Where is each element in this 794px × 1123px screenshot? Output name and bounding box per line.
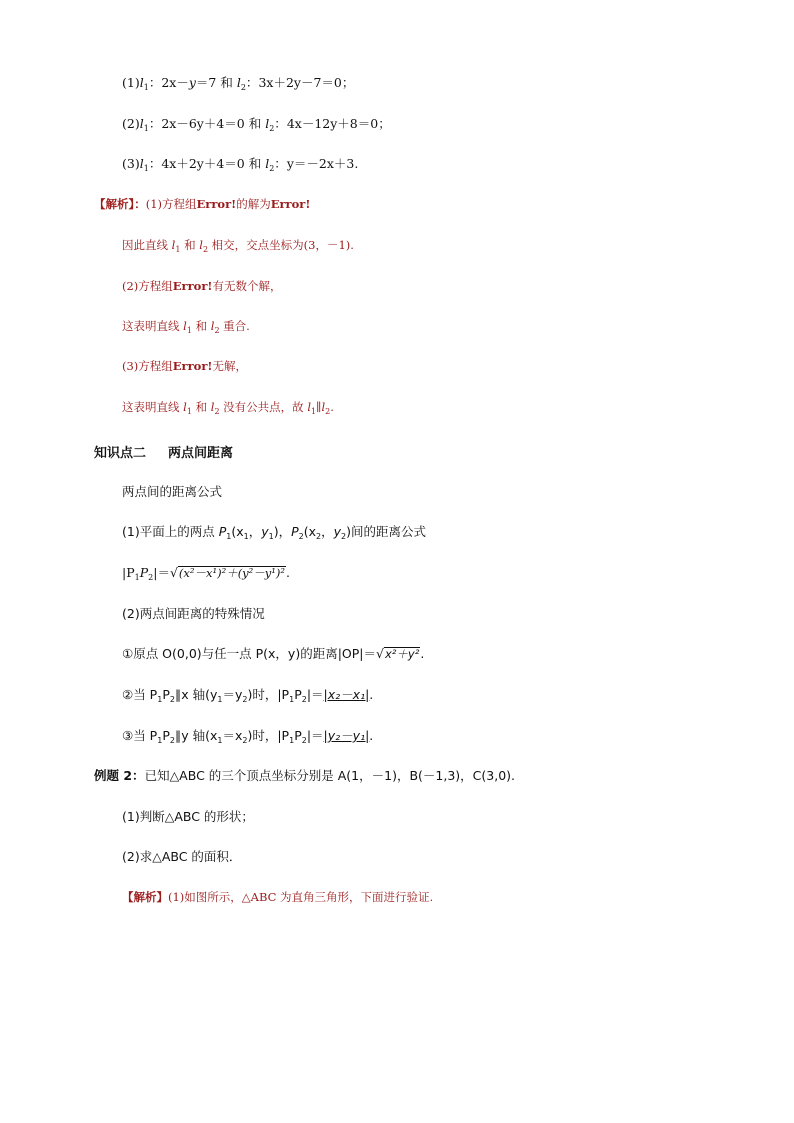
solution-line-2b: 这表明直线 $l_1$ 和 $l_2$ 重合. xyxy=(122,319,250,335)
knowledge-line-6: ②当 $P_1P_2\parallel x$ 轴$(y_1=y_2)$时，$|P_1P_2|=|x_2-x_1|$. xyxy=(122,687,374,704)
equation-line-1: $(1)l_1$：2x－y＝7 和 $l_2$：3x＋2y－7＝0； xyxy=(122,75,355,92)
distance-formula: $|P_1P_2|=√(x^2-x^1)^2+(y^2-y^1)^2$. xyxy=(122,565,290,582)
knowledge-line-1: 两点间的距离公式 xyxy=(122,484,223,499)
example-2: 例题 2：已知△ABC 的三个顶点坐标分别是 A(1，－1)，B(－1,3)，C(3,0). xyxy=(94,768,516,783)
equation-line-3: $(3)l_1$：4x＋2y＋4＝0 和 $l_2$：y＝－2x＋3. xyxy=(122,156,359,173)
equation-line-2: $(2)l_1$：2x－6y＋4＝0 和 $l_2$：4x－12y＋8＝0； xyxy=(122,116,391,133)
section-heading: 知识点二 两点间距离 xyxy=(94,446,234,461)
solution-line-2: (2)方程组Error!有无数个解， xyxy=(122,279,282,293)
example-2-question-2: (2)求△ABC 的面积． xyxy=(122,849,242,864)
sqrt-sign: √ xyxy=(376,646,384,661)
solution-line-3b: 这表明直线 $l_1$ 和 $l_2$ 没有公共点，故 $l_1\parallel l_2$. xyxy=(122,400,334,416)
solution-line-3: (3)方程组Error!无解， xyxy=(122,359,247,373)
radicand: (x²－x¹)²＋(y²－y¹)² xyxy=(178,566,285,580)
knowledge-line-7: ③当 $P_1P_2\parallel y$ 轴$(x_1=x_2)$时，$|P_1P_2|=|y_2-y_1|$. xyxy=(122,728,374,745)
knowledge-line-4: (2)两点间距离的特殊情况 xyxy=(122,606,265,621)
sqrt-sign: √ xyxy=(169,565,178,580)
knowledge-line-5: ①原点 O(0,0)与任一点 P(x，y)的距离|OP|＝√x²＋y². xyxy=(122,646,425,661)
example-2-question-1: (1)判断△ABC 的形状； xyxy=(122,809,254,824)
solution-line-1: 【解析】：(1)方程组Error!的解为Error! xyxy=(94,197,311,211)
knowledge-line-2: (1)平面上的两点 $P_1(x_1$，$y_1$)，$P_2(x_2$，$y_2$)间的距离公式 xyxy=(122,524,427,541)
solution-line-1b: 因此直线 $l_1$ 和 $l_2$ 相交，交点坐标为(3，－1). xyxy=(122,238,354,254)
example-2-solution: 【解析】(1)如图所示，△ABC 为直角三角形，下面进行验证. xyxy=(122,890,434,904)
